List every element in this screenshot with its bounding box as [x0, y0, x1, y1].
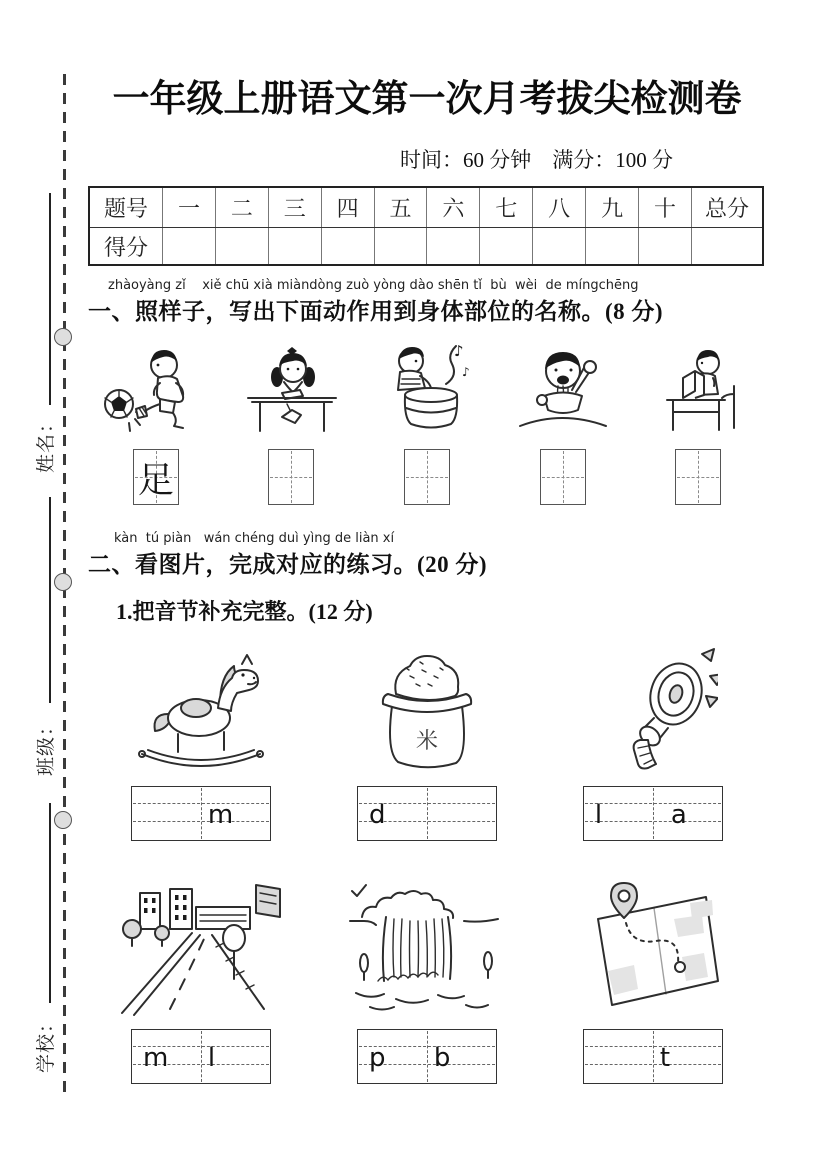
section-one-heading: 一、照样子，写出下面动作用到身体部位的名称。(8 分) [88, 299, 664, 324]
pinyin-grid-road [131, 1029, 271, 1084]
score-cell-empty [639, 228, 692, 266]
binding-hole [54, 328, 72, 346]
score-table [88, 186, 764, 266]
pinyin-letter: b [433, 1043, 451, 1073]
map-image [578, 877, 728, 1017]
pinyin-grid-megaphone [583, 786, 723, 841]
character-box-empty [268, 449, 314, 505]
score-table-header-cell: 一 [163, 187, 216, 228]
section-two-images-row-1 [88, 640, 766, 774]
score-table-header-cell: 九 [586, 187, 639, 228]
score-cell-empty [374, 228, 427, 266]
section-two-pinyin: kàn tú piàn wán chéng duì yìng de liàn xí [114, 531, 395, 546]
example-answer-character: 足 [137, 459, 174, 500]
class-label: 班级： [36, 716, 57, 777]
pinyin-grid-map [583, 1029, 723, 1084]
section-two-heading: 二、看图片，完成对应的练习。(20 分) [88, 552, 488, 577]
score-table-header-cell: 十 [639, 187, 692, 228]
svg-text:♪: ♪ [453, 342, 464, 360]
pinyin-grids-row-2 [88, 1029, 766, 1084]
score-cell-empty [321, 228, 374, 266]
binding-hole [54, 573, 72, 591]
boy-eating-noodles-image [504, 338, 622, 441]
score-cell-empty [215, 228, 268, 266]
score-table-header-row [89, 187, 763, 228]
pinyin-letter: l [594, 800, 603, 830]
pinyin-letter: a [670, 800, 687, 830]
score-table-header-cell: 七 [480, 187, 533, 228]
pinyin-grid-waterfall [357, 1029, 497, 1084]
character-box-empty [540, 449, 586, 505]
score-table-header-cell: 五 [374, 187, 427, 228]
time-score-line: 时间：60 分钟 满分：100 分 [400, 148, 673, 172]
score-table-header-cell: 总分 [692, 187, 764, 228]
score-table-header-cell: 题号 [89, 187, 163, 228]
score-table-header-cell: 四 [321, 187, 374, 228]
section-two-subheading: 1.把音节补充完整。(12 分) [116, 599, 373, 624]
class-blank-line [49, 497, 51, 703]
score-cell-empty [533, 228, 586, 266]
character-box-empty [675, 449, 721, 505]
school-blank-line [49, 803, 51, 1003]
character-box-empty [404, 449, 450, 505]
school-label: 学校： [36, 1013, 57, 1074]
score-cell-empty [586, 228, 639, 266]
name-blank-line [49, 193, 51, 405]
pinyin-letter: d [368, 800, 386, 830]
score-table-header-cell: 三 [268, 187, 321, 228]
page-title: 一年级上册语文第一次月考拔尖检测卷 [112, 79, 742, 120]
pinyin-letter: m [142, 1043, 169, 1073]
score-cell-empty [480, 228, 533, 266]
section-one-pinyin: zhàoyàng zǐ xiě chū xià miàndòng zuò yòng dào shēn tǐ bù wèi de míngchēng [108, 278, 639, 293]
pinyin-letter: t [659, 1043, 671, 1073]
pinyin-letter: p [368, 1043, 386, 1073]
boy-reading-at-desk-image [639, 338, 757, 441]
score-table-header-cell: 六 [427, 187, 480, 228]
score-row-label: 得分 [89, 228, 163, 266]
character-box-example [133, 449, 179, 505]
pinyin-grids-row-1 [88, 786, 766, 841]
section-one-images-row [88, 338, 766, 441]
section-one-answer-boxes [88, 449, 766, 505]
girl-folding-paper-image [232, 338, 350, 441]
megaphone-image [588, 642, 718, 774]
binding-hole [54, 811, 72, 829]
boy-listening-music-image [368, 338, 486, 441]
city-road-image [116, 877, 286, 1017]
score-table-header-cell: 二 [215, 187, 268, 228]
section-two-images-row-2 [88, 869, 766, 1017]
main-content [88, 0, 766, 1084]
score-cell-empty [692, 228, 764, 266]
pinyin-letter: l [207, 1043, 216, 1073]
pinyin-grid-horse [131, 786, 271, 841]
rice-bag-image [362, 642, 492, 774]
boy-kicking-football-image [97, 338, 215, 441]
rocking-horse-image [126, 642, 276, 774]
pinyin-grid-rice [357, 786, 497, 841]
score-table-score-row [89, 228, 763, 266]
score-cell-empty [427, 228, 480, 266]
rice-character: 米 [415, 729, 438, 754]
score-cell-empty [163, 228, 216, 266]
score-cell-empty [268, 228, 321, 266]
score-table-header-cell: 八 [533, 187, 586, 228]
pinyin-letter: m [207, 800, 234, 830]
waterfall-image [342, 877, 512, 1017]
name-label: 姓名： [36, 413, 57, 474]
svg-text:♪: ♪ [461, 365, 470, 379]
